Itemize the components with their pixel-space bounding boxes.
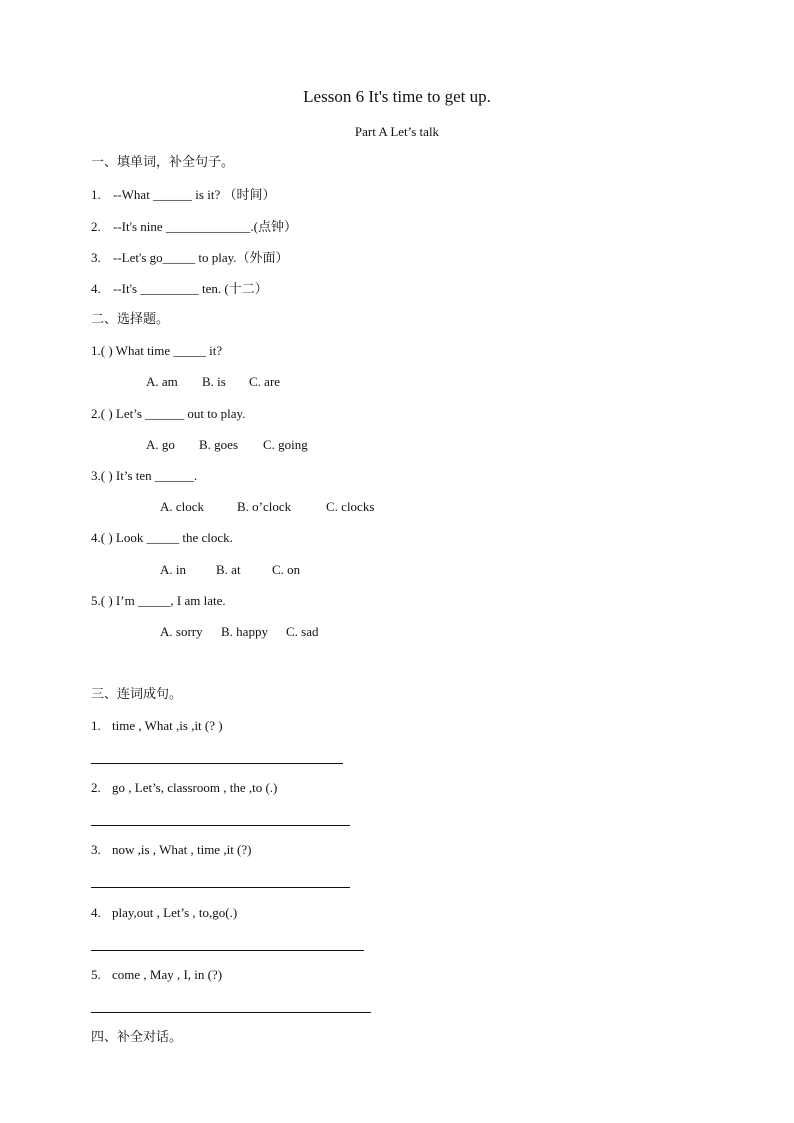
answer-line — [91, 950, 364, 951]
reorder-item-num: 2. — [91, 780, 101, 795]
fill-item-text: --It's nine _____________.(点钟） — [113, 219, 297, 234]
reorder-item-text: go , Let’s, classroom , the ,to (.) — [112, 780, 278, 795]
fill-item-text: --Let's go_____ to play.（外面） — [113, 250, 289, 265]
reorder-item-num: 5. — [91, 967, 101, 982]
question-options — [160, 625, 319, 638]
question-stem: 3.( ) It’s ten ______. — [91, 468, 198, 483]
page-title: Lesson 6 It's time to get up. — [303, 87, 491, 106]
question-options — [146, 375, 280, 388]
option-a: A. clock — [160, 499, 205, 514]
option-a: A. go — [146, 437, 175, 452]
fill-item-text: --It's _________ ten. (十二） — [113, 281, 268, 296]
answer-line — [91, 1012, 371, 1013]
fill-item-num: 2. — [91, 219, 101, 234]
option-a: A. in — [160, 562, 186, 577]
question-options — [160, 500, 374, 513]
reorder-item-text: play,out , Let’s , to,go(.) — [112, 905, 238, 920]
fill-item-text: --What ______ is it? （时间） — [113, 187, 276, 202]
fill-item-num: 1. — [91, 187, 101, 202]
reorder-item-text: time , What ,is ,it (? ) — [112, 718, 223, 733]
reorder-item-text: now ,is , What , time ,it (?) — [112, 842, 252, 857]
fill-item-num: 4. — [91, 281, 101, 296]
option-c: C. are — [249, 374, 281, 389]
option-b: B. goes — [199, 437, 238, 452]
option-c: C. sad — [286, 624, 319, 639]
section-2-heading: 二、选择题。 — [91, 312, 170, 327]
reorder-item-num: 4. — [91, 905, 101, 920]
fill-item-num: 3. — [91, 250, 101, 265]
question-stem: 5.( ) I’m _____, I am late. — [91, 593, 226, 608]
question-options — [160, 563, 300, 576]
option-a: A. sorry — [160, 624, 203, 639]
reorder-item-num: 3. — [91, 842, 101, 857]
page-subtitle: Part A Let’s talk — [354, 124, 440, 139]
question-stem: 1.( ) What time _____ it? — [91, 343, 223, 358]
section-3-heading: 三、连词成句。 — [91, 687, 183, 702]
option-c: C. on — [272, 562, 301, 577]
section-4-heading: 四、补全对话。 — [91, 1030, 183, 1045]
option-b: B. o’clock — [237, 499, 292, 514]
option-b: B. is — [202, 374, 226, 389]
answer-line — [91, 887, 350, 888]
answer-line — [91, 825, 350, 826]
option-b: B. at — [216, 562, 241, 577]
question-stem: 4.( ) Look _____ the clock. — [91, 530, 233, 545]
option-c: C. going — [263, 437, 308, 452]
answer-line — [91, 763, 343, 764]
reorder-item-num: 1. — [91, 718, 101, 733]
question-stem: 2.( ) Let’s ______ out to play. — [91, 406, 246, 421]
section-1-heading: 一、填单词，补全句子。 — [91, 155, 235, 170]
reorder-item-text: come , May , I, in (?) — [112, 967, 223, 982]
option-c: C. clocks — [326, 499, 375, 514]
question-options — [146, 438, 308, 451]
option-b: B. happy — [221, 624, 268, 639]
option-a: A. am — [146, 374, 178, 389]
